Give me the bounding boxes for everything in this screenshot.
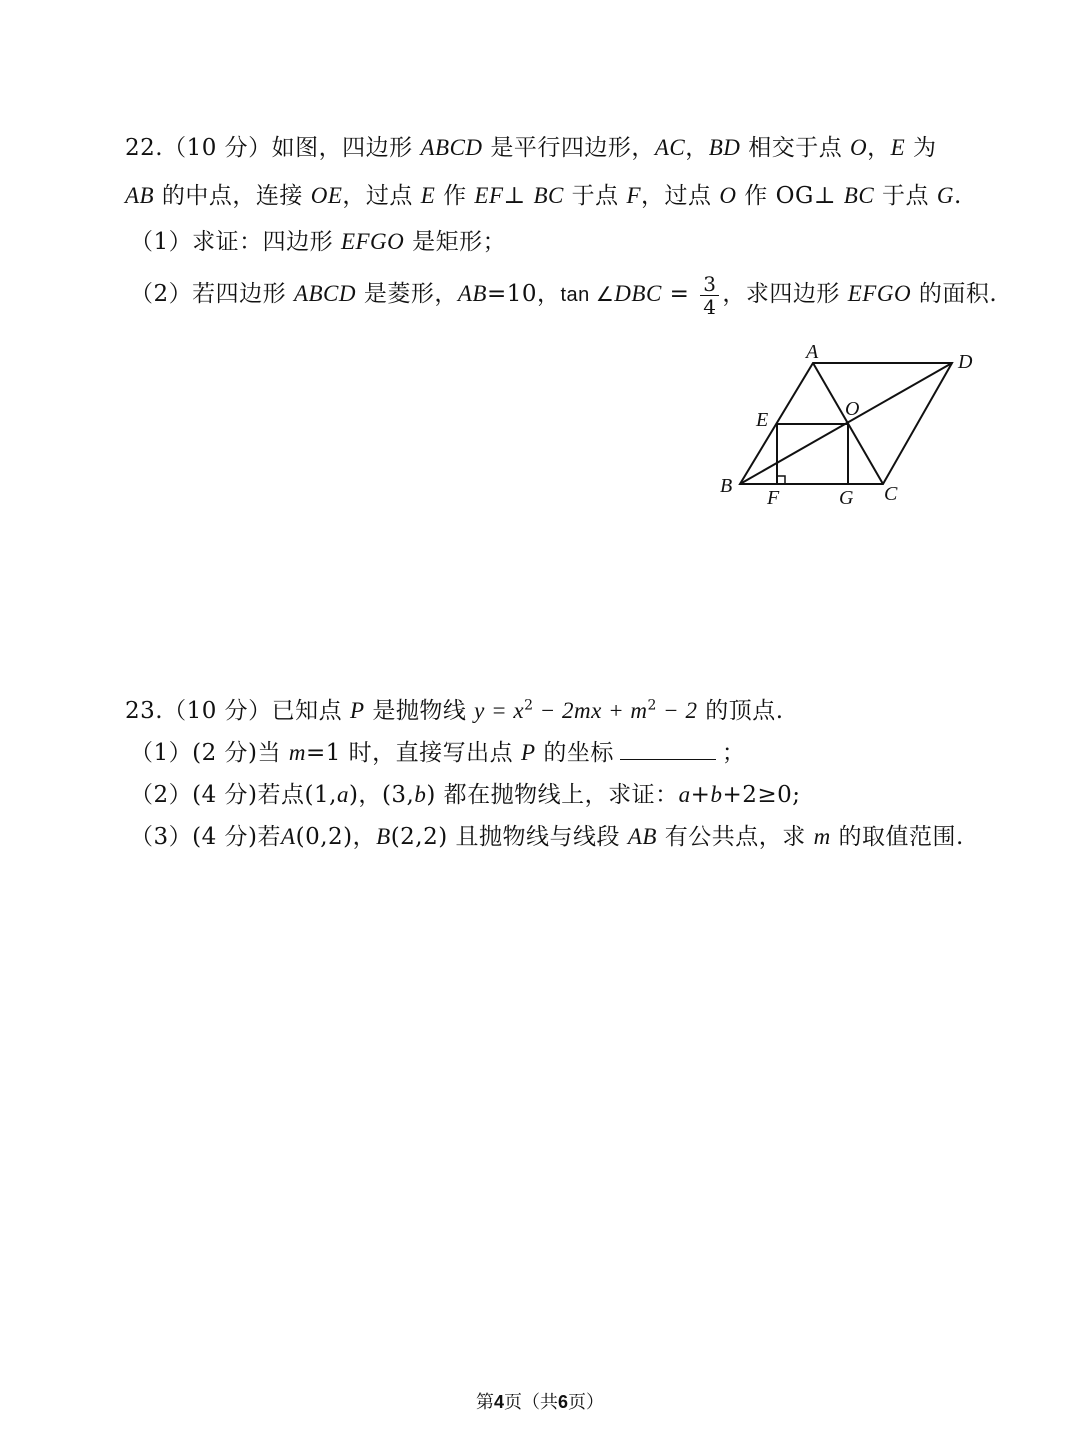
q22-line-1: 22.（10 分）如图，四边形 ABCD 是平行四边形，AC，BD 相交于点 O，E 为 (125, 135, 937, 161)
label-B: B (720, 475, 733, 497)
q22-part-2: （2）若四边形 ABCD 是菱形，AB=10，tan ∠DBC = $\frac{3}{4}$ ，求四边形 EFGO 的面积. (130, 271, 998, 319)
q23-line-1: 23.（10 分）已知点 P 是抛物线 $y = x^2 - 2mx + m^2 - 2$ 的顶点. (125, 697, 784, 724)
label-C: C (884, 483, 898, 505)
label-F: F (767, 487, 780, 509)
label-G: G (839, 487, 854, 509)
page-footer: 第4页（共6页） (475, 1392, 605, 1413)
answer-blank[interactable] (620, 737, 716, 760)
right-angle-mark (777, 476, 785, 484)
parallelogram-figure (700, 338, 990, 518)
q23-part-2: （2）(4 分)若点(1,a)，(3,b) 都在抛物线上，求证：a+b+2≥0; (130, 782, 801, 808)
label-O: O (845, 398, 860, 420)
q22-part-1: （1）求证：四边形 EFGO 是矩形； (130, 229, 507, 255)
label-E: E (756, 409, 769, 431)
q23-part-1: （1）(2 分)当 m=1 时，直接写出点 P 的坐标 ； (130, 736, 745, 770)
q22-line-2: AB 的中点，连接 OE，过点 E 作 EF⊥ BC 于点 F，过点 O 作 OG⊥ BC 于点 G. (125, 183, 962, 209)
fraction-3-4: $\frac{3}{4}$ (700, 273, 719, 318)
label-A: A (806, 341, 819, 363)
q23-part-3: （3）(4 分)若A(0,2)，B(2,2) 且抛物线与线段 AB 有公共点，求 m 的取值范围. (130, 824, 964, 850)
label-D: D (958, 351, 973, 373)
